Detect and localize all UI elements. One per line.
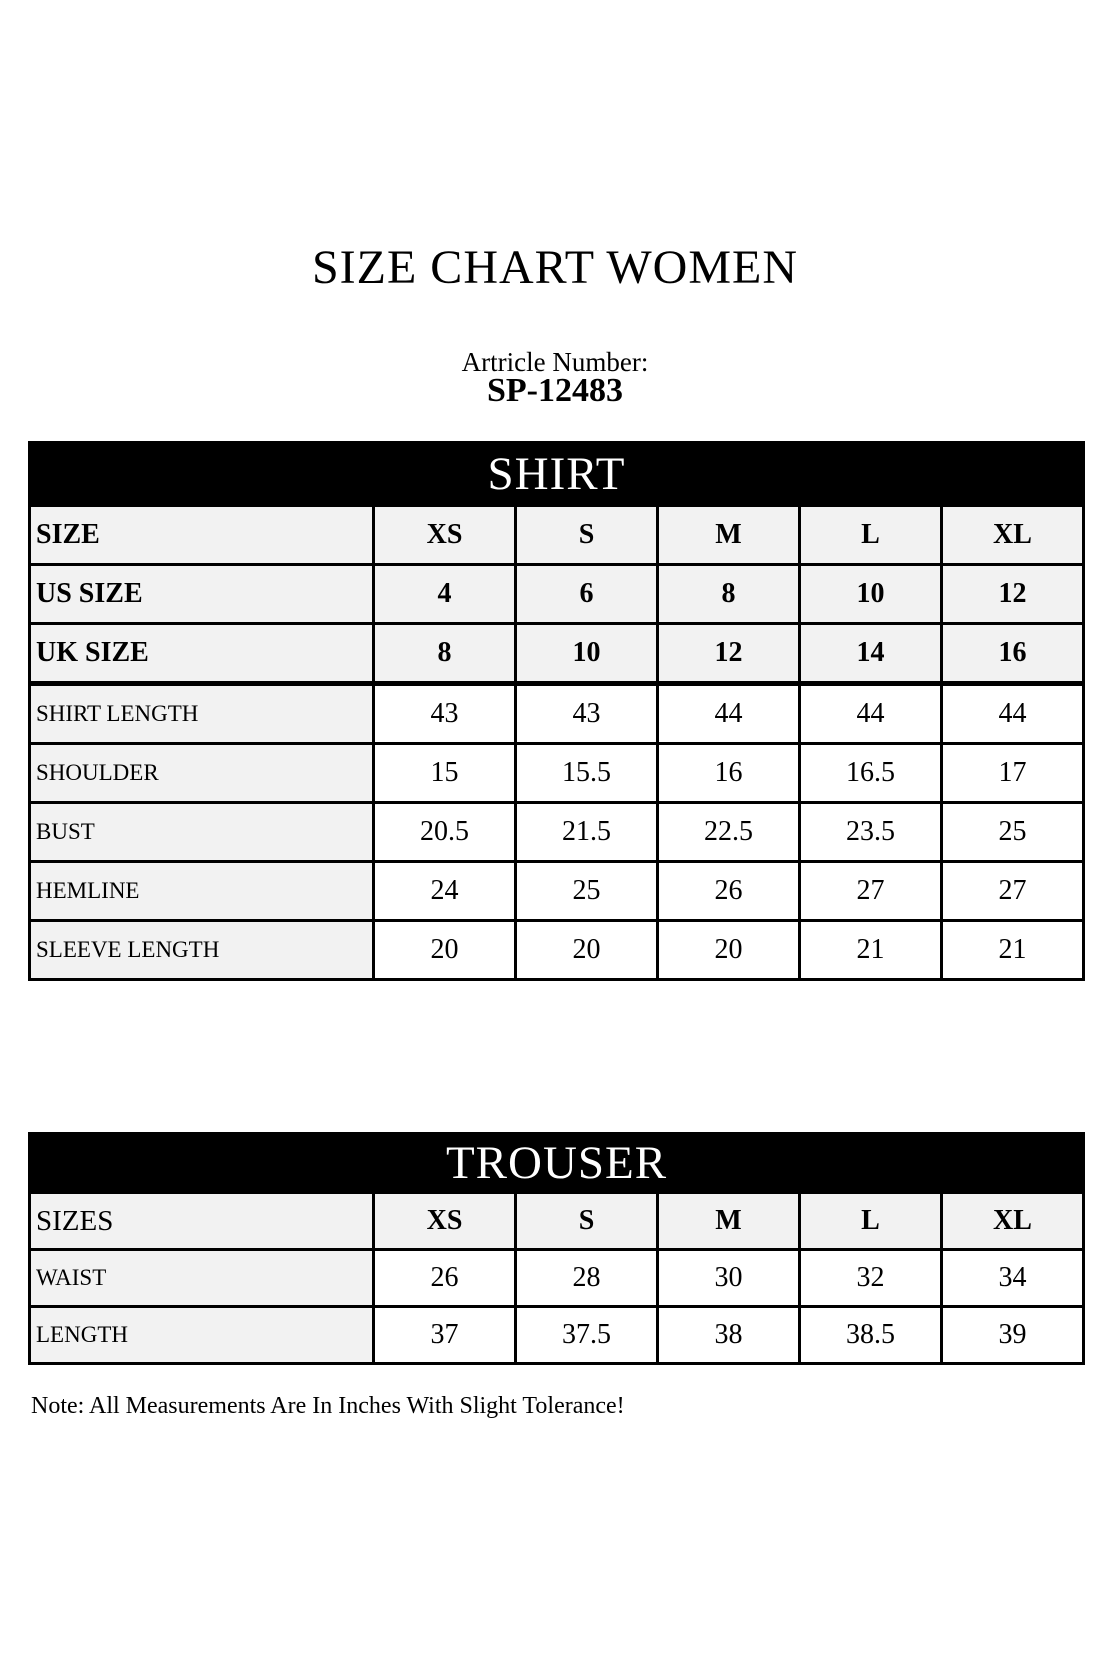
size-header-cell: L (800, 506, 942, 565)
table-row (30, 506, 1084, 565)
value-cell: 27 (942, 862, 1084, 921)
table-row (30, 803, 1084, 862)
value-cell: 25 (516, 862, 658, 921)
table-row (30, 565, 1084, 624)
value-cell: 37.5 (516, 1307, 658, 1364)
row-label: HEMLINE (30, 862, 374, 921)
value-cell: 10 (800, 565, 942, 624)
row-label: SLEEVE LENGTH (30, 921, 374, 980)
page-title: SIZE CHART WOMEN (311, 241, 798, 294)
value-cell: 16 (942, 624, 1084, 684)
row-label: SHOULDER (30, 744, 374, 803)
value-cell: 38.5 (800, 1307, 942, 1364)
row-label: BUST (30, 803, 374, 862)
table-row (30, 744, 1084, 803)
value-cell: 14 (800, 624, 942, 684)
value-cell: 43 (374, 684, 516, 744)
size-header-cell: M (658, 506, 800, 565)
row-label: SHIRT LENGTH (30, 684, 374, 744)
value-cell: 4 (374, 565, 516, 624)
table-row (30, 1250, 1084, 1307)
size-header-cell: S (516, 506, 658, 565)
table-row (30, 1193, 1084, 1250)
value-cell: 20 (516, 921, 658, 980)
value-cell: 8 (658, 565, 800, 624)
value-cell: 22.5 (658, 803, 800, 862)
value-cell: 20 (374, 921, 516, 980)
size-header-cell: XL (942, 506, 1084, 565)
measurements-note: Note: All Measurements Are In Inches With Slight Tolerance! (31, 1393, 625, 1419)
row-label: SIZES (30, 1193, 374, 1250)
value-cell: 6 (516, 565, 658, 624)
value-cell: 12 (942, 565, 1084, 624)
value-cell: 23.5 (800, 803, 942, 862)
value-cell: 34 (942, 1250, 1084, 1307)
table-row (30, 862, 1084, 921)
table-row (30, 1307, 1084, 1364)
value-cell: 39 (942, 1307, 1084, 1364)
article-number-label: Artricle Number: (461, 347, 649, 377)
table-row (30, 684, 1084, 744)
article-number-value: SP-12483 (487, 372, 623, 409)
row-label: UK SIZE (30, 624, 374, 684)
size-header-cell: XS (374, 1193, 516, 1250)
value-cell: 44 (942, 684, 1084, 744)
value-cell: 26 (658, 862, 800, 921)
size-header-cell: L (800, 1193, 942, 1250)
trouser-band-row (30, 1134, 1084, 1193)
value-cell: 44 (658, 684, 800, 744)
size-header-cell: XS (374, 506, 516, 565)
value-cell: 20 (658, 921, 800, 980)
value-cell: 24 (374, 862, 516, 921)
size-header-cell: S (516, 1193, 658, 1250)
value-cell: 37 (374, 1307, 516, 1364)
value-cell: 21 (942, 921, 1084, 980)
value-cell: 21.5 (516, 803, 658, 862)
value-cell: 38 (658, 1307, 800, 1364)
row-label: WAIST (30, 1250, 374, 1307)
shirt-table-title: SHIRT (30, 443, 1084, 506)
value-cell: 44 (800, 684, 942, 744)
table-row (30, 921, 1084, 980)
value-cell: 30 (658, 1250, 800, 1307)
trouser-size-table (28, 1132, 1085, 1365)
value-cell: 27 (800, 862, 942, 921)
value-cell: 8 (374, 624, 516, 684)
value-cell: 17 (942, 744, 1084, 803)
shirt-size-table (28, 441, 1085, 981)
value-cell: 26 (374, 1250, 516, 1307)
value-cell: 28 (516, 1250, 658, 1307)
shirt-band-row (30, 443, 1084, 506)
value-cell: 15 (374, 744, 516, 803)
value-cell: 25 (942, 803, 1084, 862)
size-header-cell: M (658, 1193, 800, 1250)
size-header-cell: XL (942, 1193, 1084, 1250)
value-cell: 21 (800, 921, 942, 980)
value-cell: 15.5 (516, 744, 658, 803)
trouser-table-title: TROUSER (30, 1134, 1084, 1193)
value-cell: 16 (658, 744, 800, 803)
value-cell: 43 (516, 684, 658, 744)
row-label: LENGTH (30, 1307, 374, 1364)
table-row (30, 624, 1084, 684)
value-cell: 16.5 (800, 744, 942, 803)
value-cell: 32 (800, 1250, 942, 1307)
row-label: SIZE (30, 506, 374, 565)
row-label: US SIZE (30, 565, 374, 624)
value-cell: 12 (658, 624, 800, 684)
value-cell: 20.5 (374, 803, 516, 862)
value-cell: 10 (516, 624, 658, 684)
